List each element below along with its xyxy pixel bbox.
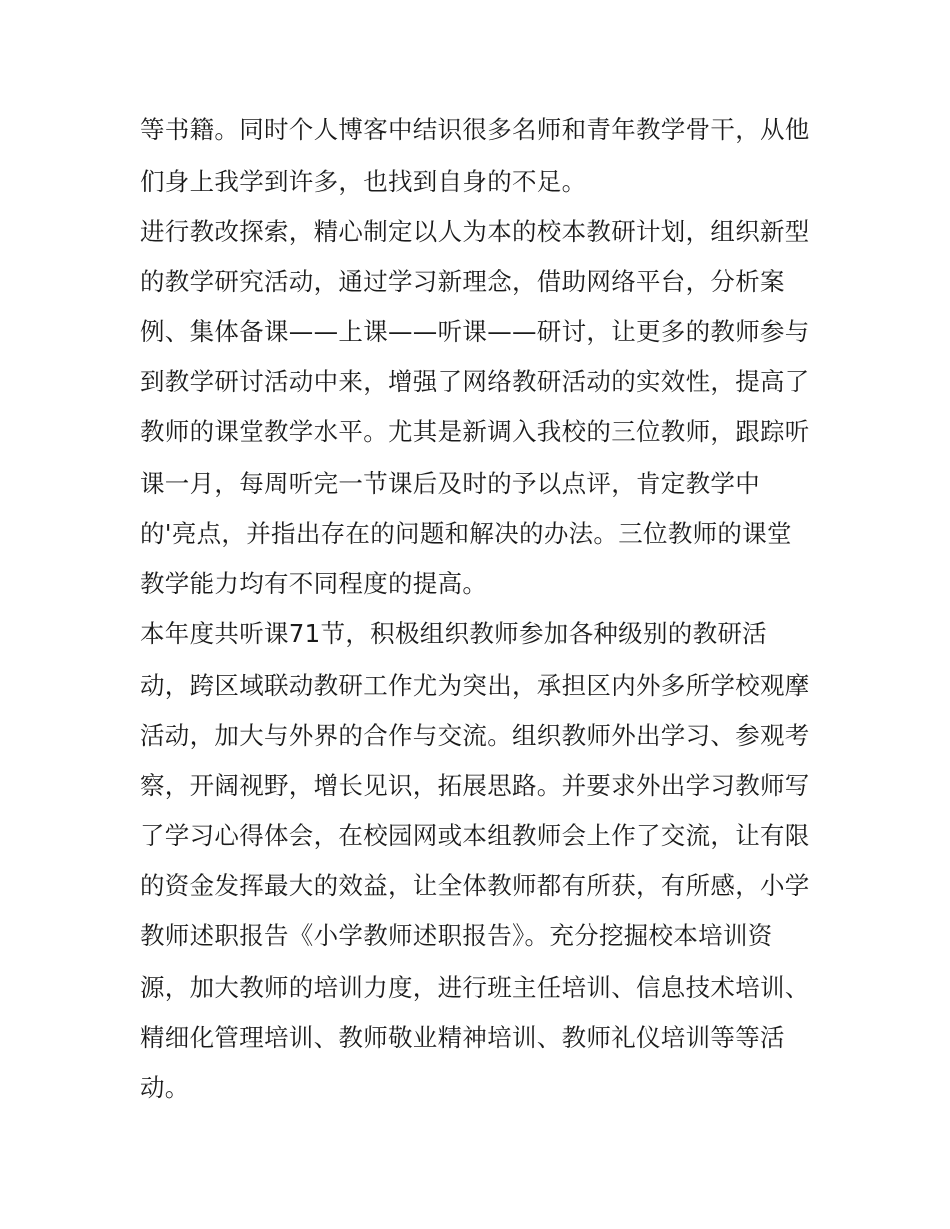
text-line: 教学能力均有不同程度的提高。 [140,569,488,598]
text-line: 的'亮点，并指出存在的问题和解决的办法。三位教师的课堂 [140,519,792,548]
text-line: 等书籍。同时个人博客中结识很多名师和青年教学骨干，从他 [140,115,810,144]
text-line: 的教学研究活动，通过学习新理念，借助网络平台，分析案 [140,267,785,296]
text-line: 例、集体备课——上课——听课——研讨，让更多的教师参与 [140,317,810,346]
text-line: 的资金发挥最大的效益，让全体教师都有所获，有所感，小学 [140,871,810,900]
text-line: 进行教改探索，精心制定以人为本的校本教研计划，组织新型 [140,217,810,246]
text-line: 了学习心得体会，在校园网或本组教师会上作了交流，让有限 [140,821,810,850]
text-line: 源，加大教师的培训力度，进行班主任培训、信息技术培训、 [140,973,810,1002]
text-line: 活动，加大与外界的合作与交流。组织教师外出学习、参观考 [140,721,810,750]
text-line: 课一月，每周听完一节课后及时的予以点评，肯定教学中 [140,469,760,498]
text-line: 动，跨区域联动教研工作尤为突出，承担区内外多所学校观摩 [140,671,810,700]
text-line: 教师述职报告《小学教师述职报告》。充分挖掘校本培训资 [140,921,773,950]
text-line: 本年度共听课71节，积极组织教师参加各种级别的教研活 [140,619,767,648]
text-line: 到教学研讨活动中来，增强了网络教研活动的实效性，提高了 [140,367,810,396]
text-line: 教师的课堂教学水平。尤其是新调入我校的三位教师，跟踪听 [140,417,810,446]
text-line: 们身上我学到许多，也找到自身的不足。 [140,167,587,196]
text-line: 精细化管理培训、教师敬业精神培训、教师礼仪培训等等活 [140,1023,785,1052]
text-line: 动。 [140,1073,190,1102]
text-line: 察，开阔视野，增长见识，拓展思路。并要求外出学习教师写 [140,771,810,800]
